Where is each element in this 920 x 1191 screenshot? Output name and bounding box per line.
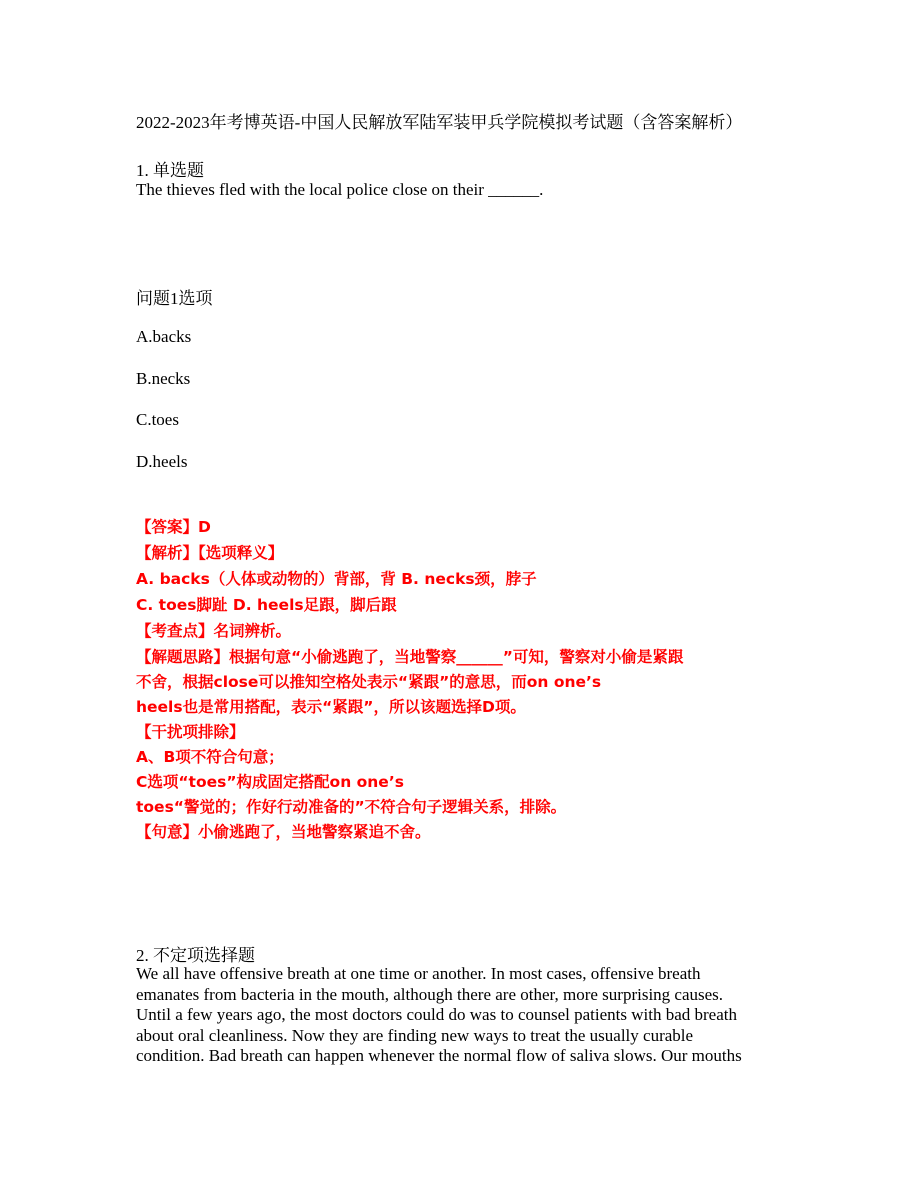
option-d: D.heels	[136, 452, 188, 471]
analysis-header: 【解析】【选项释义】	[136, 544, 284, 562]
option-a: A.backs	[136, 327, 192, 346]
analysis-point: 【考查点】名词辨析。	[136, 622, 292, 640]
analysis-reasoning: heels也是常用搭配，表示“紧跟”，所以该题选择D项。	[136, 698, 526, 716]
distractor-item: toes“警觉的；作好行动准备的”不符合句子逻辑关系，排除。	[136, 798, 567, 816]
question-2-passage	[136, 964, 786, 1067]
passage-line: emanates from bacteria in the mouth, although there are other, more surprising causes.	[136, 984, 724, 1004]
distractor-item: C选项“toes”构成固定搭配on one’s	[136, 773, 404, 791]
passage-line: about oral cleanliness. Now they are finding new ways to treat the usually curable	[136, 1025, 694, 1045]
distractor-header: 【干扰项排除】	[136, 723, 245, 741]
option-c: C.toes	[136, 410, 179, 429]
option-b: B.necks	[136, 369, 191, 388]
analysis-reasoning: 【解题思路】根据句意“小偷逃跑了，当地警察______”可知，警察对小偷是紧跟	[136, 648, 684, 666]
passage-line: We all have offensive breath at one time or another. In most cases, offensive breath	[136, 964, 701, 983]
passage-line: condition. Bad breath can happen whenever the normal flow of saliva slows. Our mouths	[136, 1046, 742, 1066]
analysis-reasoning: 不舍，根据close可以推知空格处表示“紧跟”的意思，而on one’s	[136, 673, 602, 691]
sentence-meaning: 【句意】小偷逃跑了，当地警察紧追不舍。	[136, 823, 431, 841]
answer-line: 【答案】D	[136, 518, 211, 536]
question-1-label: 1. 单选题	[136, 161, 204, 180]
page-title: 2022-2023年考博英语-中国人民解放军陆军装甲兵学院模拟考试题（含答案解析）	[136, 113, 743, 132]
distractor-item: A、B项不符合句意；	[136, 748, 284, 766]
question-2-label: 2. 不定项选择题	[136, 946, 255, 965]
question-1-stem: The thieves fled with the local police close on their ______.	[136, 180, 544, 199]
passage-line: Until a few years ago, the most doctors could do was to counsel patients with bad breath	[136, 1005, 737, 1025]
analysis-option-gloss: C. toes脚趾 D. heels足跟，脚后跟	[136, 596, 397, 614]
options-header: 问题1选项	[136, 289, 213, 308]
analysis-option-gloss: A. backs（人体或动物的）背部，背 B. necks颈，脖子	[136, 570, 537, 588]
